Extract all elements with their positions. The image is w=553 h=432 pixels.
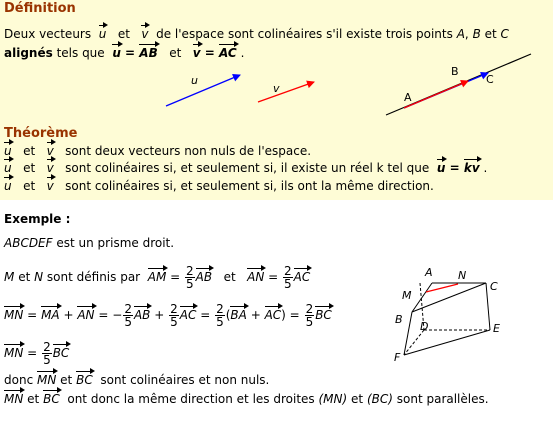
theorem-heading: Théorème [4, 126, 78, 141]
theorem-line-2: u et v sont colinéaires si, et seulement si, il existe un réel k tel que u = kv . [4, 161, 488, 175]
svg-text:E: E [493, 322, 500, 335]
vector-u-label: u [191, 74, 198, 87]
point-C-label: C [486, 73, 494, 86]
definition-heading: Définition [4, 1, 76, 16]
definition-line-1: Deux vecteurs u et v de l'espace sont colinéaires s'il existe trois points A, B et C [4, 27, 509, 41]
svg-text:A: A [425, 266, 433, 279]
example-definition-line: M et N sont définis par AM = $\frac{2}{5}$ AB et AN = $\frac{2}{5}$ AC [4, 264, 311, 291]
example-conclusion-line-1: donc MN et BC sont colinéaires et non nuls. [4, 373, 270, 387]
svg-text:B: B [395, 313, 403, 326]
example-heading: Exemple : [4, 212, 71, 226]
point-B-label: B [451, 65, 459, 78]
example-computation-line: MN = MA + AN = − $\frac{2}{5}$ AB + $\frac{2}{5}$ AC = $\frac{2}{5}$ (BA + AC) = $\frac{2}{5}$ BC [4, 302, 332, 329]
example-result-line: MN = $\frac{2}{5}$ BC [4, 340, 70, 367]
definition-line-2: alignés tels que u = AB et v = AC . [4, 46, 245, 60]
vector-u: u [98, 27, 107, 41]
svg-text:M: M [402, 289, 412, 302]
example-prism-line: ABCDEF est un prisme droit. [4, 236, 175, 250]
svg-text:C: C [490, 280, 498, 293]
svg-text:D: D [420, 320, 429, 333]
theorem-line-3: u et v sont colinéaires si, et seulement si, ils ont la même direction. [4, 179, 434, 193]
point-A-label: A [404, 91, 412, 104]
svg-text:N: N [458, 269, 467, 282]
example-conclusion-line-2: MN et BC ont donc la même direction et les droites (MN) et (BC) sont parallèles. [4, 392, 489, 406]
vector-v: v [141, 27, 149, 41]
svg-text:F: F [394, 351, 401, 364]
theorem-line-1: u et v sont deux vecteurs non nuls de l'espace. [4, 144, 312, 158]
vector-v-label: v [273, 82, 280, 95]
